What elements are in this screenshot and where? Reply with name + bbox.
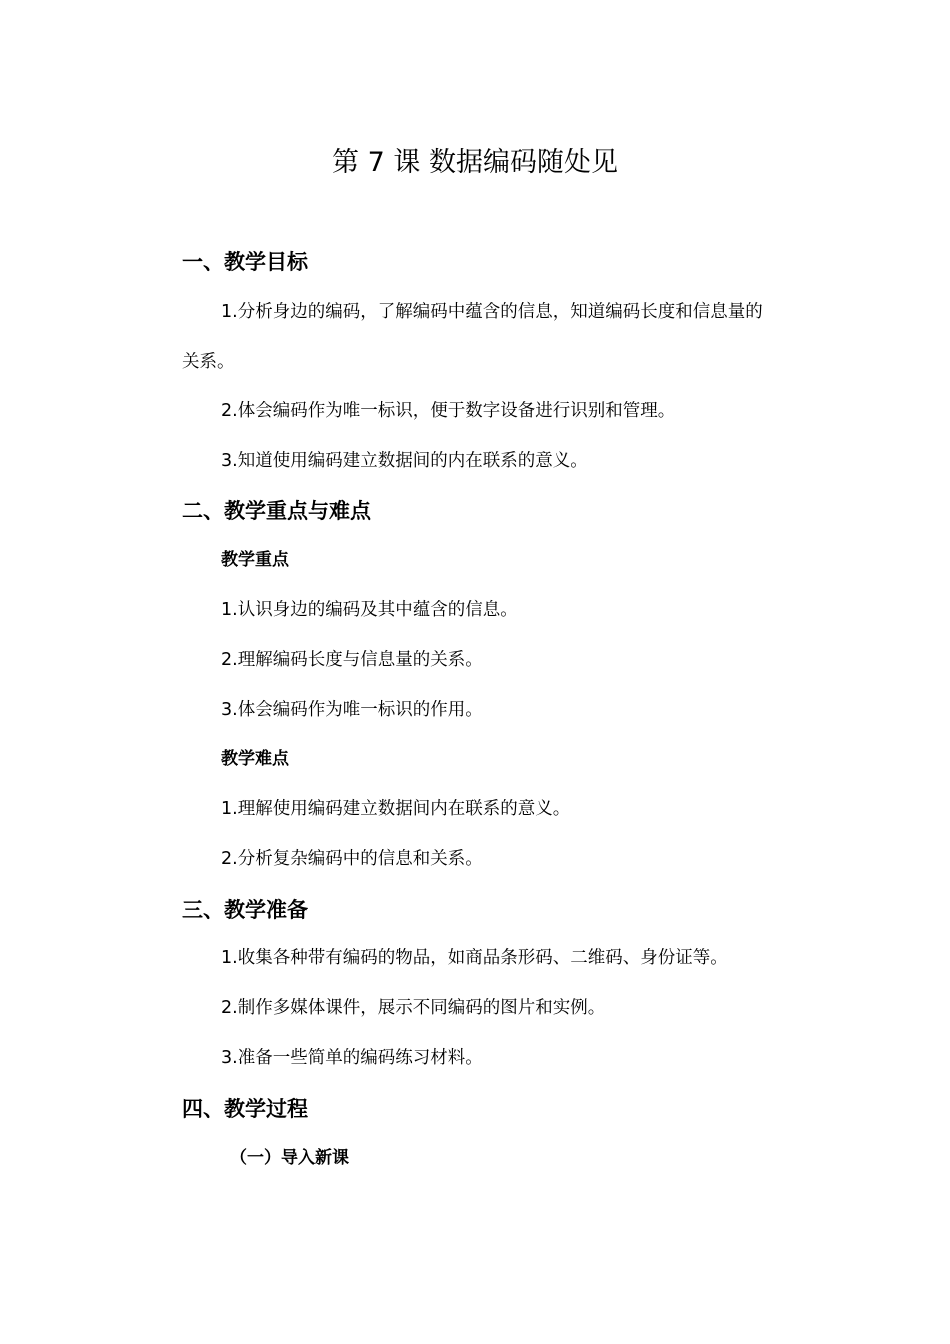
preparation-item: 1.收集各种带有编码的物品，如商品条形码、二维码、身份证等。 [221, 948, 728, 968]
preparation-item: 2.制作多媒体课件，展示不同编码的图片和实例。 [221, 998, 606, 1018]
process-subheading: （一）导入新课 [230, 1148, 349, 1168]
objective-item: 3.知道使用编码建立数据间的内在联系的意义。 [221, 451, 588, 471]
difficult-point-item: 2.分析复杂编码中的信息和关系。 [221, 849, 483, 869]
objective-item: 1.分析身边的编码，了解编码中蕴含的信息，知道编码长度和信息量的关系。 [182, 302, 763, 372]
section-heading-preparation: 三、教学准备 [182, 898, 308, 922]
key-points-label: 教学重点 [221, 550, 289, 570]
section-heading-objectives: 一、教学目标 [182, 250, 308, 274]
section-heading-key-difficult: 二、教学重点与难点 [182, 499, 371, 523]
preparation-item: 3.准备一些简单的编码练习材料。 [221, 1048, 483, 1068]
key-point-item: 2.理解编码长度与信息量的关系。 [221, 650, 483, 670]
document-title: 第 7 课 数据编码随处见 [332, 147, 618, 178]
key-point-item: 3.体会编码作为唯一标识的作用。 [221, 700, 483, 720]
objective-item: 2.体会编码作为唯一标识，便于数字设备进行识别和管理。 [221, 401, 676, 421]
difficult-points-label: 教学难点 [221, 749, 289, 769]
key-point-item: 1.认识身边的编码及其中蕴含的信息。 [221, 600, 518, 620]
section-heading-process: 四、教学过程 [182, 1097, 308, 1121]
difficult-point-item: 1.理解使用编码建立数据间内在联系的意义。 [221, 799, 571, 819]
